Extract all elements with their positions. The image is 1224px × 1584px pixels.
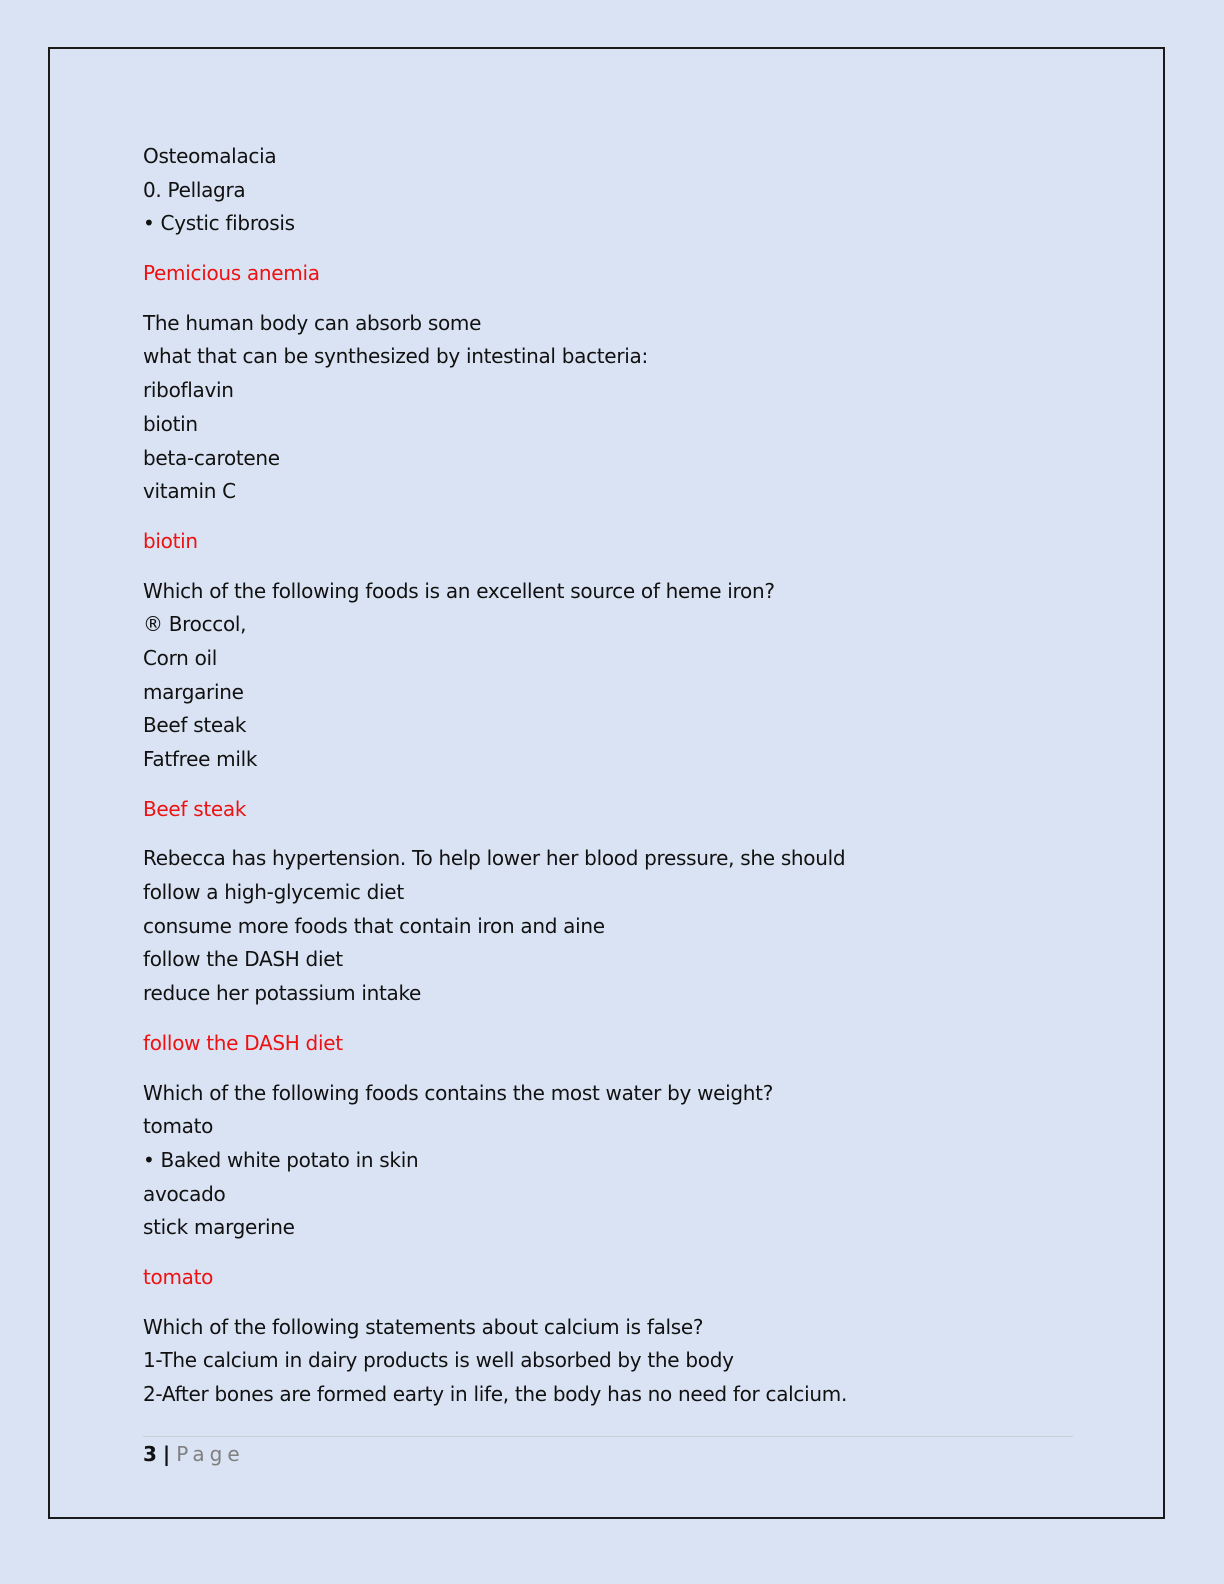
answer-text: Pemicious anemia bbox=[143, 261, 320, 286]
question-text: The human body can absorb some bbox=[143, 310, 482, 335]
option-text: margarine bbox=[143, 679, 244, 704]
footer-divider bbox=[143, 1436, 1073, 1437]
question-block bbox=[143, 140, 1083, 241]
answer-block bbox=[143, 257, 1083, 291]
option-text: riboflavin bbox=[143, 378, 234, 403]
option-text: biotin bbox=[143, 411, 198, 436]
option-text: ® Broccol, bbox=[143, 612, 247, 637]
page-label: Page bbox=[176, 1442, 245, 1466]
question-text: Which of the following foods contains the most water by weight? bbox=[143, 1080, 774, 1105]
question-text: Which of the following statements about calcium is false? bbox=[143, 1314, 704, 1339]
option-text: consume more foods that contain iron and aine bbox=[143, 913, 605, 938]
option-text: 2-After bones are formed earty in life, the body has no need for calcium. bbox=[143, 1382, 847, 1406]
option-text: 0. Pellagra bbox=[143, 177, 246, 202]
answer-text: Beef steak bbox=[143, 796, 247, 821]
question-text: what that can be synthesized by intestinal bacteria: bbox=[143, 344, 648, 369]
option-text: Corn oil bbox=[143, 645, 218, 670]
option-text: reduce her potassium intake bbox=[143, 981, 422, 1006]
option-text: avocado bbox=[143, 1181, 226, 1206]
question-block bbox=[143, 575, 1083, 777]
option-text: Beef steak bbox=[143, 713, 247, 738]
option-text: Fatfree milk bbox=[143, 747, 258, 771]
footer-separator: | bbox=[162, 1442, 171, 1466]
answer-block bbox=[143, 1027, 1083, 1061]
option-text: Osteomalacia bbox=[143, 144, 277, 168]
option-text: • Cystic fibrosis bbox=[143, 211, 295, 236]
answer-text: follow the DASH diet bbox=[143, 1030, 343, 1055]
document-body bbox=[143, 140, 1083, 1428]
answer-text: tomato bbox=[143, 1264, 214, 1289]
option-text: stick margerine bbox=[143, 1215, 295, 1240]
question-block bbox=[143, 307, 1083, 509]
question-text: Rebecca has hypertension. To help lower her blood pressure, she should bbox=[143, 846, 846, 871]
answer-text: biotin bbox=[143, 528, 198, 553]
option-text: follow a high-glycemic diet bbox=[143, 880, 404, 905]
option-text: beta-carotene bbox=[143, 445, 280, 470]
question-block bbox=[143, 842, 1083, 1010]
option-text: follow the DASH diet bbox=[143, 947, 343, 972]
answer-block bbox=[143, 1261, 1083, 1295]
answer-block bbox=[143, 793, 1083, 827]
answer-block bbox=[143, 525, 1083, 559]
option-text: 1-The calcium in dairy products is well absorbed by the body bbox=[143, 1348, 734, 1373]
option-text: vitamin C bbox=[143, 479, 236, 504]
option-text: tomato bbox=[143, 1114, 214, 1139]
page-footer bbox=[143, 1440, 245, 1468]
option-text: • Baked white potato in skin bbox=[143, 1147, 419, 1172]
question-block bbox=[143, 1311, 1083, 1412]
question-block bbox=[143, 1077, 1083, 1245]
page-number: 3 bbox=[143, 1442, 157, 1466]
question-text: Which of the following foods is an excellent source of heme iron? bbox=[143, 578, 775, 603]
